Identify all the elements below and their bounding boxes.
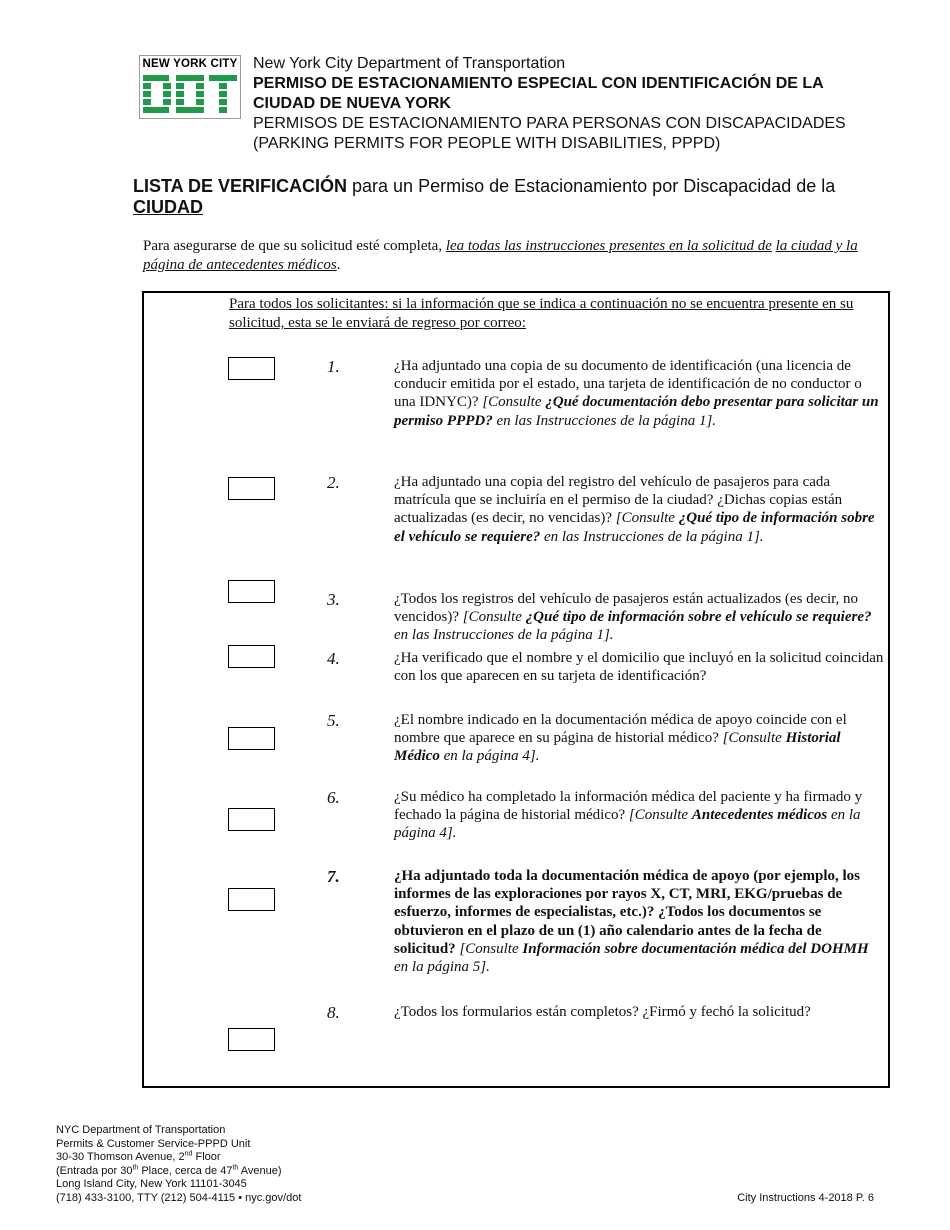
item-text: ¿Ha verificado que el nombre y el domicilio que incluyó en la solicitud coincidan con los que aparecen en su tarjeta de identificación?: [394, 650, 884, 685]
item-ref-pre: [Consulte: [615, 510, 679, 527]
checklist-item-8: [394, 1003, 884, 1021]
footer-text: Avenue): [238, 1164, 282, 1177]
footer-text: Place, cerca de 47: [138, 1164, 233, 1177]
checklist-item-3: [394, 590, 884, 645]
item-number: 7.: [327, 867, 340, 886]
checkbox-4[interactable]: [228, 645, 275, 668]
checklist-title: [133, 176, 893, 218]
page-reference: City Instructions 4-2018 P. 6: [737, 1192, 874, 1204]
item-ref-pre: [Consulte: [628, 807, 692, 824]
item-text: ¿Todos los formularios están completos? ¿Firmó y fechó la solicitud?: [394, 1004, 811, 1020]
item-ref-post: en las Instrucciones de la página 1].: [394, 627, 614, 644]
intro-plain: Para asegurarse de que su solicitud esté completa,: [143, 238, 446, 254]
footer-line: [56, 1165, 456, 1179]
permit-title-line1: PERMISO DE ESTACIONAMIENTO ESPECIAL CON IDENTIFICACIÓN DE LA: [253, 75, 824, 92]
agency-name: New York City Department of Transportation: [253, 55, 566, 72]
footer-sup: nd: [184, 1150, 193, 1158]
item-ref-pre: [Consulte: [459, 940, 523, 957]
checkbox-2[interactable]: [228, 477, 275, 500]
item-number: 6.: [327, 788, 340, 807]
footer-text: Floor: [192, 1151, 221, 1164]
item-ref-post: en la página 5].: [394, 959, 490, 976]
item-number: 1.: [327, 357, 340, 376]
intro-instructions: lea todas las instrucciones presentes en la solicitud de: [445, 238, 772, 254]
document-header: [253, 54, 913, 154]
item-ref-post: en las Instrucciones de la página 1].: [492, 412, 717, 429]
footer-sup: th: [132, 1164, 139, 1172]
item-number: 4.: [327, 649, 340, 668]
item-ref-bold: ¿Qué tipo de información sobre el vehículo se requiere?: [525, 609, 872, 626]
item-number: 8.: [327, 1003, 340, 1022]
nyc-dot-logo: [139, 55, 241, 119]
item-ref-post: en las Instrucciones de la página 1].: [540, 528, 764, 545]
item-ref-bold: ¿Qué documentación debo presentar para solicitar un permiso PPPD?: [394, 394, 879, 429]
item-ref-bold: Antecedentes médicos: [691, 807, 828, 824]
item-ref-post: en la página 4].: [394, 807, 861, 842]
checkbox-5[interactable]: [228, 727, 275, 750]
footer-line: NYC Department of Transportation: [56, 1124, 226, 1136]
item-text: ¿Ha adjuntado toda la documentación médica de apoyo (por ejemplo, los informes de las exploraciones por rayos X, CT, MRI, EKG/pruebas de esfuerzo, informes de especialistas, etc.)? ¿Todos los documentos se obtuvieron en el plazo de un (1) año calendario antes de la fecha de solicitud?: [394, 868, 860, 957]
intro-end: .: [336, 257, 341, 273]
checklist-title-bold: LISTA DE VERIFICACIÓN: [133, 176, 348, 196]
item-ref-pre: [Consulte: [482, 394, 546, 411]
permit-title-line2: CIUDAD DE NUEVA YORK: [253, 95, 451, 112]
footer-address: [56, 1124, 456, 1206]
checkbox-8[interactable]: [228, 1028, 275, 1051]
item-number: 3.: [327, 590, 340, 609]
item-number: 2.: [327, 473, 340, 492]
checklist-item-4: [394, 649, 884, 685]
footer-line: (718) 433-3100, TTY (212) 504-4115 • nyc.gov/dot: [56, 1191, 302, 1204]
item-text: ¿El nombre indicado en la documentación médica de apoyo coincide con el nombre que aparece en su página de historial médico?: [394, 712, 847, 747]
checkbox-7[interactable]: [228, 888, 275, 911]
subtitle-line2: (PARKING PERMITS FOR PEOPLE WITH DISABILITIES, PPPD): [253, 135, 721, 152]
item-text: ¿Su médico ha completado la información médica del paciente y ha firmado y fechado la página de historial médico?: [394, 789, 863, 824]
checklist-item-2: [394, 473, 884, 546]
footer-text: 30-30 Thomson Avenue, 2: [56, 1151, 185, 1164]
checkbox-3[interactable]: [228, 580, 275, 603]
checkbox-1[interactable]: [228, 357, 275, 380]
intro-paragraph: [143, 237, 903, 275]
checklist-item-5: [394, 711, 884, 766]
checklist-item-6: [394, 788, 884, 843]
box-intro: Para todos los solicitantes: si la información que se indica a continuación no se encuentra presente en su solicitud, esta se le enviará de regreso por correo:: [229, 296, 854, 331]
intro-instructions-2: la ciudad y la página de antecedentes médicos: [143, 238, 858, 273]
item-ref-bold: Información sobre documentación médica del DOHMH: [522, 940, 869, 957]
checklist-item-7: [394, 867, 884, 976]
checklist-title-city: CIUDAD: [133, 197, 203, 217]
subtitle-line1: PERMISOS DE ESTACIONAMIENTO PARA PERSONAS CON DISCAPACIDADES: [253, 115, 846, 132]
footer-text: (Entrada por 30: [56, 1164, 133, 1177]
item-ref-pre: [Consulte: [722, 730, 786, 747]
dot-logo-icon: [143, 75, 237, 115]
checklist-title-rest: para un Permiso de Estacionamiento por Discapacidad de la: [347, 176, 836, 196]
item-ref-post: en la página 4].: [439, 748, 540, 765]
footer-sup: th: [232, 1164, 239, 1172]
checklist-item-1: [394, 357, 884, 430]
item-number: 5.: [327, 711, 340, 730]
checkbox-6[interactable]: [228, 808, 275, 831]
item-ref-bold: Historial Médico: [394, 730, 841, 765]
footer-line: [56, 1151, 456, 1165]
footer-line: Long Island City, New York 11101-3045: [56, 1178, 247, 1191]
item-ref-bold: ¿Qué tipo de información sobre el vehículo se requiere?: [394, 510, 875, 545]
item-text: ¿Todos los registros del vehículo de pasajeros están actualizados (es decir, no vencidos)?: [394, 591, 859, 626]
item-text: ¿Ha adjuntado una copia del registro del vehículo de pasajeros para cada matrícula que se incluiría en el permiso de la ciudad? ¿Dichas copias están actualizadas (es decir, no vencidas)?: [394, 474, 843, 527]
logo-text: NEW YORK CITY: [142, 58, 238, 70]
item-text: ¿Ha adjuntado una copia de su documento de identificación (una licencia de conducir emitida por el estado, una tarjeta de identificación de no conductor o una IDNYC)?: [394, 358, 862, 411]
footer-line: Permits & Customer Service-PPPD Unit: [56, 1137, 251, 1150]
item-ref-pre: [Consulte: [462, 609, 526, 626]
